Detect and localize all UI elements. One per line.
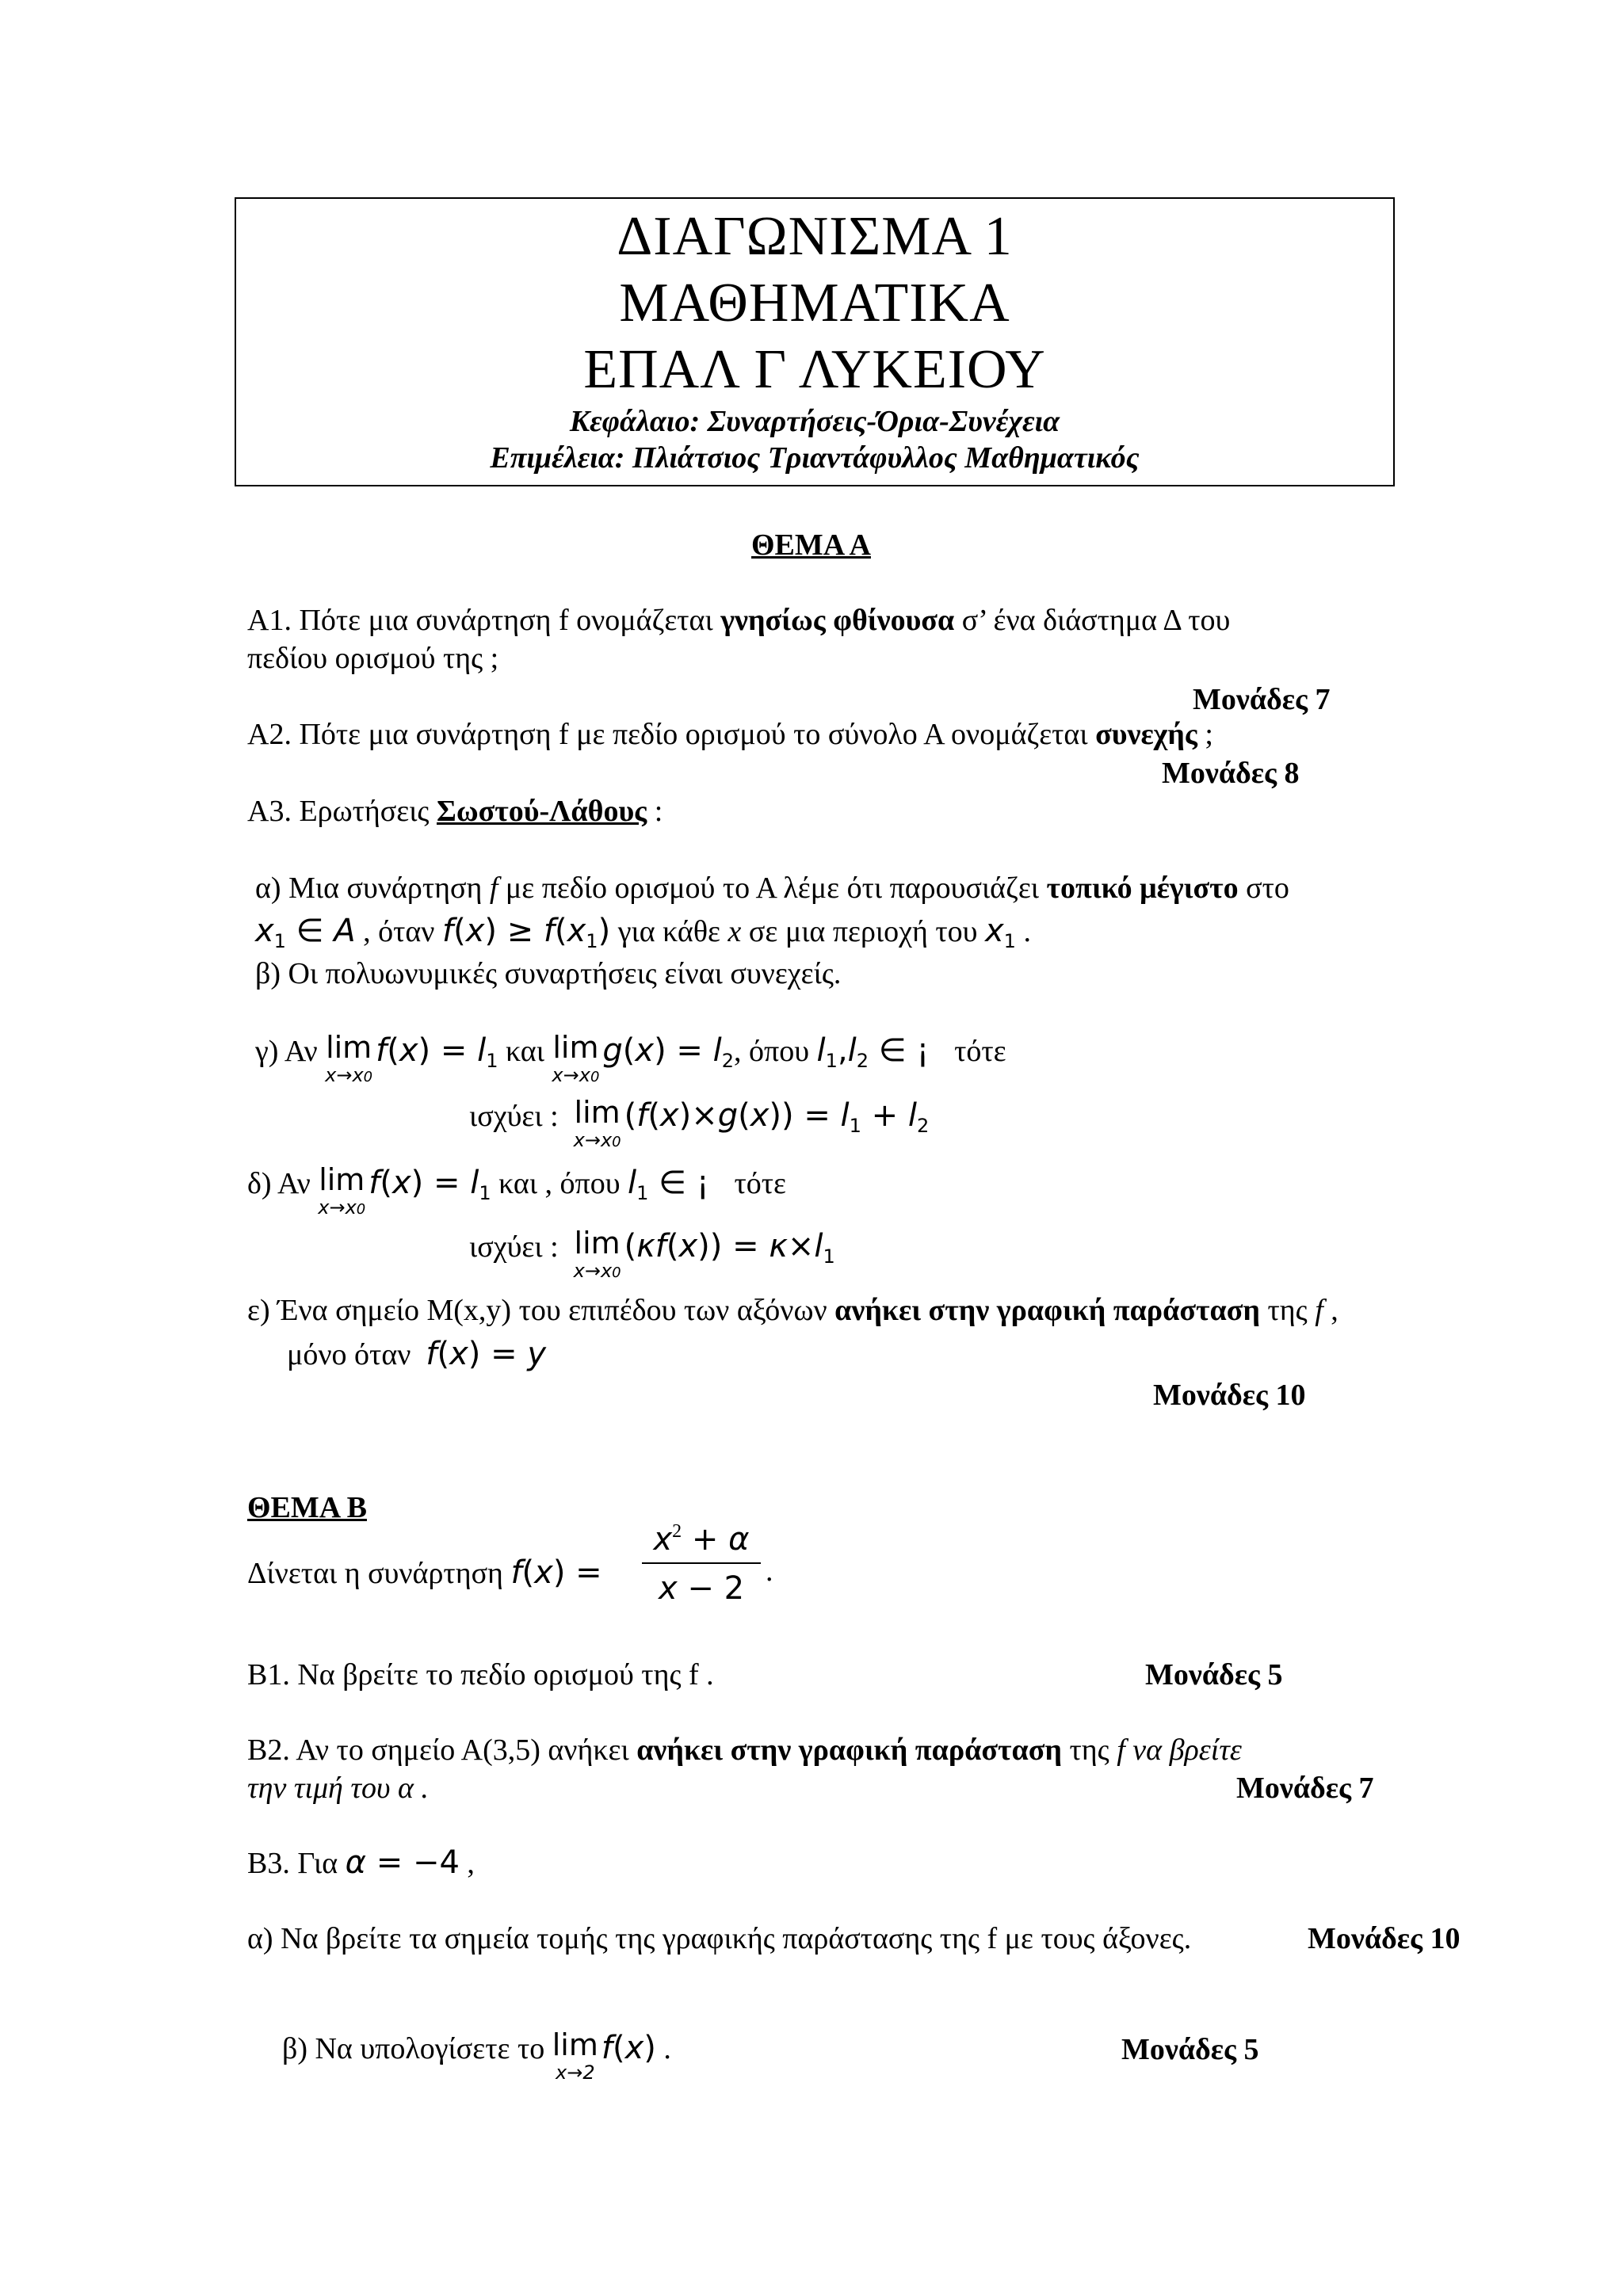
question-b3-beta: β) Να υπολογίσετε το lim x→2 f(x) . xyxy=(282,2027,671,2084)
points-a3: Μονάδες 10 xyxy=(1153,1379,1306,1412)
title-box xyxy=(235,197,1395,486)
class-title: ΕΠΑΛ Γ ΛΥΚΕΙΟΥ xyxy=(583,339,1046,400)
fraction-period: . xyxy=(766,1554,773,1588)
a3-alpha-line1: α) Μια συνάρτηση f με πεδίο ορισμού το Α λέμε ότι παρουσιάζει τοπικό μέγιστο στο xyxy=(255,871,1289,905)
points-b2: Μονάδες 7 xyxy=(1236,1772,1374,1805)
points-b1: Μονάδες 5 xyxy=(1145,1658,1283,1691)
question-b3-alpha: α) Να βρείτε τα σημεία τομής της γραφικής παράστασης της f με τους άξονες. xyxy=(247,1922,1192,1955)
a3-epsilon-line2: μόνο όταν f(x) = y xyxy=(287,1336,547,1372)
function-fraction: $\frac{x^2 + \alpha}{x - 2}$ xyxy=(642,1521,761,1607)
question-b2-line2: την τιμή του α . xyxy=(247,1772,429,1805)
a3-delta-line1: δ) Αν lim x→x0 $f(x) = l_1$ και , όπου $l_1$ ∈ ¡ τότε xyxy=(247,1162,786,1219)
points-a1: Μονάδες 7 xyxy=(1193,683,1331,716)
a3-alpha-line2: $x_1$ ∈ A , όταν $f(x) \ge f(x_1)$ για κάθε x σε μια περιοχή του $x_1$ . xyxy=(255,913,1031,952)
question-b2: Β2. Αν το σημείο Α(3,5) ανήκει ανήκει στην γραφική παράσταση της f να βρείτε xyxy=(247,1733,1242,1767)
question-a2: Α2. Πότε μια συνάρτηση f με πεδίο ορισμού το σύνολο Α ονομάζεται συνεχής ; xyxy=(247,718,1213,751)
chapter-line: Κεφάλαιο: Συναρτήσεις-Όρια-Συνέχεια xyxy=(569,405,1060,438)
question-a1-line2: πεδίου ορισμού της ; xyxy=(247,642,499,675)
question-a3: Α3. Ερωτήσεις Σωστού-Λάθους : xyxy=(247,795,663,828)
theme-b-heading: ΘΕΜΑ Β xyxy=(247,1491,367,1524)
theme-b-given: Δίνεται η συνάρτηση f(x) = xyxy=(247,1554,602,1591)
question-b3: Β3. Για α = −4 , xyxy=(247,1844,475,1881)
points-a2: Μονάδες 8 xyxy=(1162,757,1300,790)
a3-gamma-line1: γ) Αν lim x→x0 $f(x) = l_1$ και lim x→x0 $g(x) = l_2$, όπου $l_1,l_2$ ∈ ¡ τότε xyxy=(255,1030,1006,1086)
question-b1: Β1. Να βρείτε το πεδίο ορισμού της f . xyxy=(247,1658,714,1691)
theme-a-heading: ΘΕΜΑ Α xyxy=(751,528,871,562)
a3-delta-line2: ισχύει : lim x→x0 $(\kappa f(x)) = \kappa\times l_1$ xyxy=(469,1226,835,1282)
points-b3-beta: Μονάδες 5 xyxy=(1121,2033,1259,2066)
question-a1: Α1. Πότε μια συνάρτηση f ονομάζεται γνησίως φθίνουσα σ’ ένα διάστημα Δ του xyxy=(247,604,1231,637)
exam-title: ΔΙΑΓΩΝΙΣΜΑ 1 xyxy=(617,206,1013,267)
limit-expression: lim x→x0 xyxy=(325,1030,373,1086)
editor-line: Επιμέλεια: Πλιάτσιος Τριαντάφυλλος Μαθηματικός xyxy=(490,441,1140,475)
a3-epsilon-line1: ε) Ένα σημείο Μ(x,y) του επιπέδου των αξόνων ανήκει στην γραφική παράσταση της f , xyxy=(247,1294,1338,1327)
points-b3-alpha: Μονάδες 10 xyxy=(1308,1922,1461,1955)
a3-beta: β) Οι πολυωνυμικές συναρτήσεις είναι συνεχείς. xyxy=(255,957,842,990)
a3-gamma-line2: ισχύει : lim x→x0 $(f(x)\times g(x)) = l_1 + l_2$ xyxy=(469,1095,930,1151)
subject-title: ΜΑΘΗΜΑΤΙΚΑ xyxy=(619,273,1010,334)
